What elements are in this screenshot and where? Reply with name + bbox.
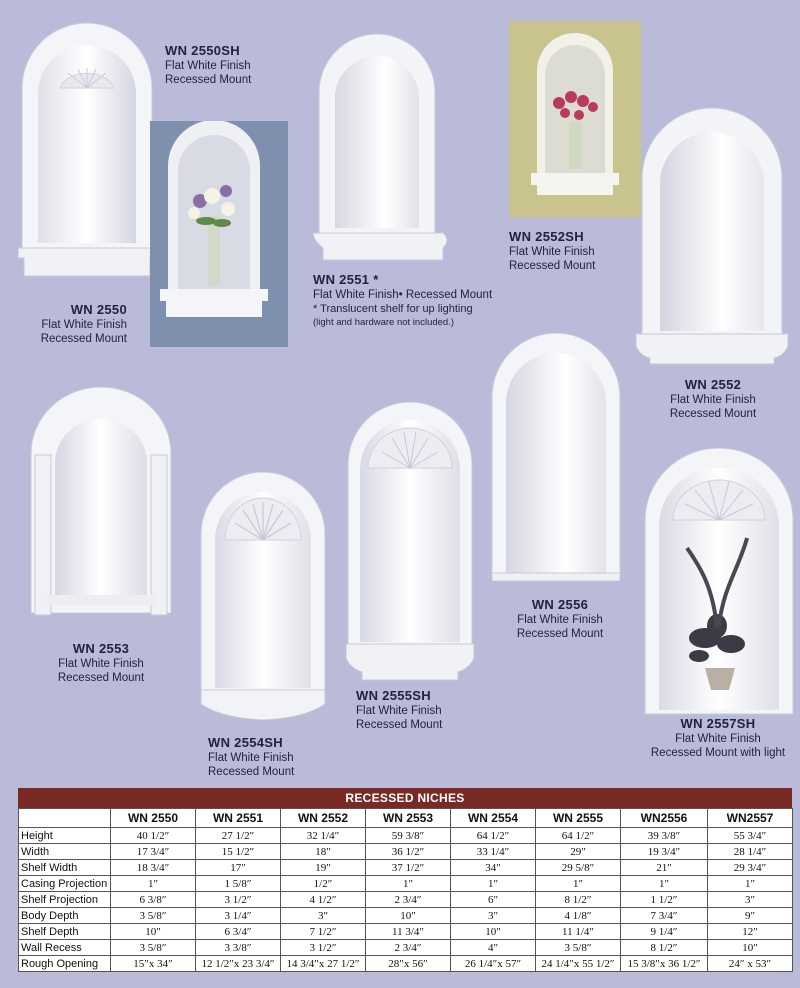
table-row xyxy=(19,828,793,844)
finish-text: Flat White Finish xyxy=(517,614,603,626)
table-cell: 3 1/2″ xyxy=(196,892,281,908)
table-cell: 33 1/4″ xyxy=(451,844,536,860)
table-cell: 1/2″ xyxy=(281,876,366,892)
column-header: WN 2552 xyxy=(281,809,366,828)
table-cell: 55 3/4″ xyxy=(708,828,793,844)
table-cell: 9″ xyxy=(708,908,793,924)
table-cell: 8 1/2″ xyxy=(536,892,621,908)
table-cell: 1 1/2″ xyxy=(621,892,708,908)
table-cell: 40 1/2″ xyxy=(111,828,196,844)
table-cell: 1 5/8″ xyxy=(196,876,281,892)
row-label: Width xyxy=(19,844,111,860)
mount-text: Recessed Mount xyxy=(356,719,443,731)
niche-wn2556-image xyxy=(490,333,624,589)
table-cell: 2 3/4″ xyxy=(366,940,451,956)
caption-wn2556 xyxy=(505,597,615,641)
table-row xyxy=(19,908,793,924)
caption-wn2557sh xyxy=(640,716,796,760)
table-cell: 14 3/4″x 27 1/2″ xyxy=(281,956,366,972)
table-cell: 1″ xyxy=(366,876,451,892)
column-header: WN 2550 xyxy=(111,809,196,828)
table-cell: 10″ xyxy=(451,924,536,940)
table-cell: 18 3/4″ xyxy=(111,860,196,876)
niche-wn2553-image xyxy=(21,383,181,623)
recessed-niches-table xyxy=(18,788,792,972)
table-cell: 1″ xyxy=(708,876,793,892)
table-cell: 37 1/2″ xyxy=(366,860,451,876)
mount-text: Recessed Mount xyxy=(669,408,757,420)
row-label: Body Depth xyxy=(19,908,111,924)
niche-wn2555sh-image xyxy=(346,402,476,684)
table-cell: 9 1/4″ xyxy=(621,924,708,940)
table-cell: 36 1/2″ xyxy=(366,844,451,860)
column-header: WN2556 xyxy=(621,809,708,828)
column-header: WN 2554 xyxy=(451,809,536,828)
table-cell: 3 1/2″ xyxy=(281,940,366,956)
table-cell: 3 1/4″ xyxy=(196,908,281,924)
table-cell: 3″ xyxy=(708,892,793,908)
niche-wn2552-image xyxy=(634,106,794,368)
column-header: WN 2551 xyxy=(196,809,281,828)
model-number: WN 2554SH xyxy=(208,735,283,750)
table-cell: 27 1/2″ xyxy=(196,828,281,844)
table-cell: 8 1/2″ xyxy=(621,940,708,956)
row-label: Shelf Projection xyxy=(19,892,111,908)
table-cell: 7 1/2″ xyxy=(281,924,366,940)
model-number: WN 2556 xyxy=(531,597,589,612)
table-cell: 3″ xyxy=(451,908,536,924)
table-row xyxy=(19,844,793,860)
niche-wn2552sh-photo xyxy=(509,21,641,217)
table-cell: 17″ xyxy=(196,860,281,876)
table-cell: 3 5/8″ xyxy=(111,940,196,956)
model-number: WN 2557SH xyxy=(680,716,756,731)
table-row xyxy=(19,876,793,892)
table-cell: 1″ xyxy=(451,876,536,892)
table-cell: 29 5/8″ xyxy=(536,860,621,876)
table-cell: 24 1/4″x 55 1/2″ xyxy=(536,956,621,972)
table-cell: 10″ xyxy=(366,908,451,924)
table-cell: 15 3/8″x 36 1/2″ xyxy=(621,956,708,972)
finish-text: Flat White Finish• Recessed Mount xyxy=(313,289,493,301)
model-number: WN 2552 xyxy=(684,377,742,392)
table-cell: 24″ x 53″ xyxy=(708,956,793,972)
row-label: Rough Opening xyxy=(19,956,111,972)
table-cell: 4″ xyxy=(451,940,536,956)
table-cell: 29 3/4″ xyxy=(708,860,793,876)
niche-wn2550sh-image xyxy=(18,18,156,278)
mount-text: Recessed Mount xyxy=(516,628,604,640)
table-row xyxy=(19,860,793,876)
table-cell: 12″ xyxy=(708,924,793,940)
mount-text: Recessed Mount xyxy=(40,333,127,345)
caption-wn2550 xyxy=(14,302,127,346)
shelf-note: * Translucent shelf for up lighting xyxy=(313,303,473,315)
caption-wn2552 xyxy=(658,377,768,421)
table-cell: 7 3/4″ xyxy=(621,908,708,924)
table-cell: 15″x 34″ xyxy=(111,956,196,972)
table-corner-header xyxy=(19,809,111,828)
finish-text: Flat White Finish xyxy=(675,733,761,745)
column-header: WN 2555 xyxy=(536,809,621,828)
finish-text: Flat White Finish xyxy=(41,319,127,331)
table-title: RECESSED NICHES xyxy=(18,788,792,808)
caption-wn2554sh xyxy=(208,735,294,779)
spec-table xyxy=(18,808,793,972)
niche-wn2551-image xyxy=(313,28,453,268)
column-header: WN 2553 xyxy=(366,809,451,828)
table-cell: 3 3/8″ xyxy=(196,940,281,956)
table-cell: 11 3/4″ xyxy=(366,924,451,940)
row-label: Shelf Width xyxy=(19,860,111,876)
finish-text: Flat White Finish xyxy=(509,246,595,258)
table-cell: 4 1/8″ xyxy=(536,908,621,924)
table-cell: 64 1/2″ xyxy=(451,828,536,844)
table-cell: 15 1/2″ xyxy=(196,844,281,860)
model-number: WN 2553 xyxy=(72,641,130,656)
mount-text: Recessed Mount xyxy=(509,260,596,272)
table-cell: 1″ xyxy=(621,876,708,892)
mount-text: Recessed Mount xyxy=(165,74,252,86)
caption-wn2552sh xyxy=(509,229,595,273)
hardware-note: (light and hardware not included.) xyxy=(313,317,455,328)
caption-wn2553 xyxy=(46,641,156,685)
table-cell: 4 1/2″ xyxy=(281,892,366,908)
row-label: Height xyxy=(19,828,111,844)
column-header: WN2557 xyxy=(708,809,793,828)
caption-wn2555sh xyxy=(356,688,442,732)
table-cell: 3 5/8″ xyxy=(111,908,196,924)
table-cell: 26 1/4″x 57″ xyxy=(451,956,536,972)
table-cell: 19 3/4″ xyxy=(621,844,708,860)
model-number: WN 2550 xyxy=(70,302,127,317)
caption-wn2550sh xyxy=(165,43,251,87)
row-label: Wall Recess xyxy=(19,940,111,956)
table-cell: 10″ xyxy=(708,940,793,956)
table-cell: 6 3/8″ xyxy=(111,892,196,908)
model-number: WN 2555SH xyxy=(356,688,431,703)
table-cell: 2 3/4″ xyxy=(366,892,451,908)
niche-wn2550-photo xyxy=(150,121,288,347)
table-cell: 29″ xyxy=(536,844,621,860)
finish-text: Flat White Finish xyxy=(670,394,756,406)
table-cell: 64 1/2″ xyxy=(536,828,621,844)
row-label: Shelf Depth xyxy=(19,924,111,940)
table-cell: 18″ xyxy=(281,844,366,860)
table-header-row xyxy=(19,809,793,828)
table-cell: 17 3/4″ xyxy=(111,844,196,860)
niche-wn2554sh-image xyxy=(195,468,335,730)
table-cell: 11 1/4″ xyxy=(536,924,621,940)
model-number: WN 2550SH xyxy=(165,43,240,58)
caption-wn2551 xyxy=(313,272,492,330)
row-label: Casing Projection xyxy=(19,876,111,892)
niche-wn2557sh-image xyxy=(643,448,795,716)
table-cell: 19″ xyxy=(281,860,366,876)
table-cell: 3″ xyxy=(281,908,366,924)
finish-text: Flat White Finish xyxy=(58,658,144,670)
table-row xyxy=(19,892,793,908)
mount-text: Recessed Mount with light xyxy=(650,747,786,759)
finish-text: Flat White Finish xyxy=(165,60,251,72)
table-cell: 39 3/8″ xyxy=(621,828,708,844)
model-number: WN 2552SH xyxy=(509,229,584,244)
table-cell: 21″ xyxy=(621,860,708,876)
table-cell: 10″ xyxy=(111,924,196,940)
table-cell: 59 3/8″ xyxy=(366,828,451,844)
table-cell: 3 5/8″ xyxy=(536,940,621,956)
table-cell: 1″ xyxy=(111,876,196,892)
finish-text: Flat White Finish xyxy=(356,705,442,717)
mount-text: Recessed Mount xyxy=(208,766,295,778)
table-cell: 1″ xyxy=(536,876,621,892)
table-cell: 28″x 56″ xyxy=(366,956,451,972)
table-row xyxy=(19,924,793,940)
mount-text: Recessed Mount xyxy=(57,672,145,684)
finish-text: Flat White Finish xyxy=(208,752,294,764)
table-cell: 34″ xyxy=(451,860,536,876)
table-cell: 12 1/2″x 23 3/4″ xyxy=(196,956,281,972)
table-cell: 28 1/4″ xyxy=(708,844,793,860)
model-number: WN 2551 * xyxy=(313,272,379,287)
table-row xyxy=(19,956,793,972)
table-cell: 6″ xyxy=(451,892,536,908)
table-cell: 32 1/4″ xyxy=(281,828,366,844)
table-cell: 6 3/4″ xyxy=(196,924,281,940)
table-row xyxy=(19,940,793,956)
